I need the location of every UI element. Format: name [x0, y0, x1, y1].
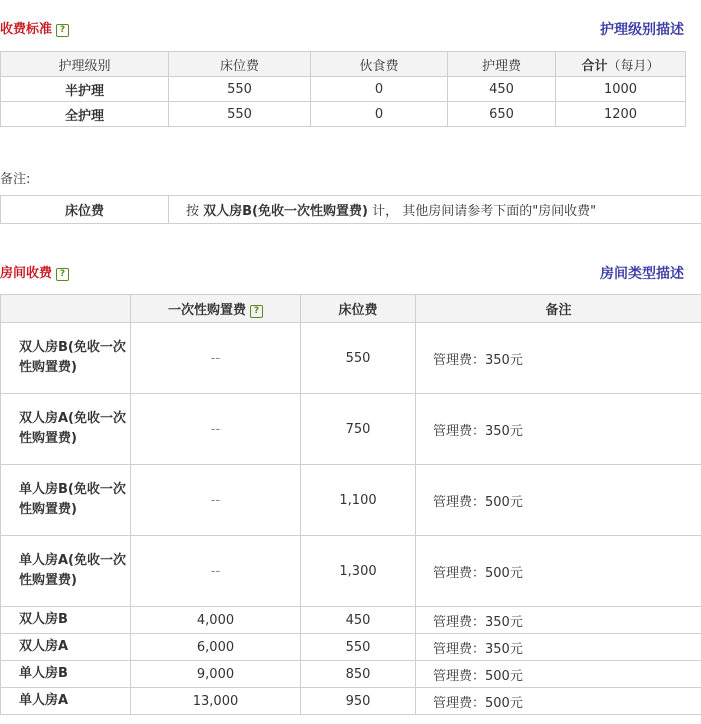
purchase-fee-cell: -- — [131, 465, 301, 536]
bed-fee-cell: 1,100 — [301, 465, 416, 536]
meal-fee-cell: 0 — [311, 77, 448, 102]
purchase-fee-cell: 4,000 — [131, 607, 301, 634]
total-header-label: 合计 — [581, 58, 608, 74]
room-fee-title — [0, 263, 69, 285]
col-header-care-level: 护理级别 — [1, 52, 169, 77]
purchase-fee-cell: 13,000 — [131, 688, 301, 715]
remark-cell: 管理费：350元 — [416, 607, 701, 634]
table-header-row — [1, 52, 686, 77]
note-label: 备注: — [0, 172, 31, 187]
fee-standard-title — [0, 19, 69, 41]
table-row — [1, 688, 701, 715]
note-row — [1, 196, 701, 224]
table-row — [1, 77, 686, 102]
room-fee-table — [0, 294, 701, 715]
room-name-cell: 单人房B(免收一次性购置费) — [1, 465, 131, 536]
col-header-bed-fee: 床位费 — [301, 295, 416, 323]
remark-cell: 管理费：500元 — [416, 536, 701, 607]
remark-cell: 管理费：350元 — [416, 323, 701, 394]
bed-fee-cell: 550 — [169, 77, 311, 102]
note-text-pre: 按 — [186, 204, 204, 219]
room-name-cell: 单人房B — [1, 661, 131, 688]
total-header-suffix: （每月） — [607, 58, 660, 74]
bed-fee-cell: 750 — [301, 394, 416, 465]
remark-cell: 管理费：350元 — [416, 394, 701, 465]
col-header-bed-fee: 床位费 — [169, 52, 311, 77]
note-row-label: 床位费 — [1, 196, 169, 224]
bed-fee-cell: 1,300 — [301, 536, 416, 607]
table-row — [1, 536, 701, 607]
table-row — [1, 607, 701, 634]
room-name-cell: 双人房B(免收一次性购置费) — [1, 323, 131, 394]
care-fee-cell: 650 — [448, 102, 556, 127]
total-cell: 1200 — [556, 102, 686, 127]
note-text-post: 计， 其他房间请参考下面的"房间收费" — [367, 204, 597, 219]
room-name-cell: 单人房A — [1, 688, 131, 715]
table-row — [1, 634, 701, 661]
bed-fee-cell: 550 — [301, 323, 416, 394]
bed-fee-cell: 550 — [301, 634, 416, 661]
purchase-fee-cell: -- — [131, 323, 301, 394]
purchase-fee-cell: -- — [131, 536, 301, 607]
col-header-care-fee: 护理费 — [448, 52, 556, 77]
col-header-meal-fee: 伙食费 — [311, 52, 448, 77]
room-name-cell: 双人房A — [1, 634, 131, 661]
purchase-fee-label: 一次性购置费 — [167, 303, 246, 318]
note-table — [0, 195, 701, 224]
col-header-purchase-fee — [131, 295, 301, 323]
table-row — [1, 465, 701, 536]
remark-cell: 管理费：500元 — [416, 465, 701, 536]
room-name-cell: 单人房A(免收一次性购置费) — [1, 536, 131, 607]
help-icon[interactable]: ? — [56, 24, 69, 37]
remark-cell: 管理费：500元 — [416, 688, 701, 715]
bed-fee-cell: 550 — [169, 102, 311, 127]
room-name-cell: 双人房B — [1, 607, 131, 634]
remark-cell: 管理费：500元 — [416, 661, 701, 688]
bed-fee-cell: 450 — [301, 607, 416, 634]
table-header-row — [1, 295, 701, 323]
purchase-fee-cell: -- — [131, 394, 301, 465]
room-fee-header — [0, 263, 701, 285]
fee-standard-header — [0, 19, 701, 41]
note-text-room: 双人房B(免收一次性购置费) — [203, 204, 368, 219]
fee-standard-table — [0, 51, 686, 127]
room-fee-title-text: 房间收费 — [0, 266, 53, 281]
col-header-room — [1, 295, 131, 323]
help-icon[interactable]: ? — [56, 268, 69, 281]
note-text — [169, 196, 701, 224]
col-header-total — [556, 52, 686, 77]
meal-fee-cell: 0 — [311, 102, 448, 127]
care-level-description-link[interactable]: 护理级别描述 — [600, 22, 684, 38]
bed-fee-cell: 950 — [301, 688, 416, 715]
remark-cell: 管理费：350元 — [416, 634, 701, 661]
fee-standard-title-text: 收费标准 — [0, 22, 53, 37]
table-row — [1, 102, 686, 127]
room-name-cell: 双人房A(免收一次性购置费) — [1, 394, 131, 465]
room-type-description-link[interactable]: 房间类型描述 — [600, 266, 684, 282]
help-icon[interactable]: ? — [250, 305, 263, 318]
table-row — [1, 661, 701, 688]
care-fee-cell: 450 — [448, 77, 556, 102]
col-header-remark: 备注 — [416, 295, 701, 323]
purchase-fee-cell: 9,000 — [131, 661, 301, 688]
purchase-fee-cell: 6,000 — [131, 634, 301, 661]
total-cell: 1000 — [556, 77, 686, 102]
table-row — [1, 323, 701, 394]
care-level-cell: 全护理 — [1, 102, 169, 127]
care-level-cell: 半护理 — [1, 77, 169, 102]
bed-fee-cell: 850 — [301, 661, 416, 688]
table-row — [1, 394, 701, 465]
